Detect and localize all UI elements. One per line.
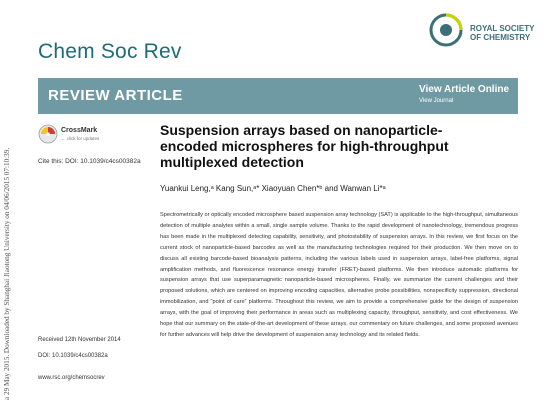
crossmark-title: CrossMark [61,127,98,134]
received-date: Received 12th November 2014 [38,337,121,343]
article-type-banner [38,78,518,114]
article-title: Suspension arrays based on nanoparticle-encoded microspheres for high-throughput multiplexed detection [160,122,449,170]
rsc-logo [426,10,546,60]
view-article-online-link[interactable]: View Article Online [419,84,510,95]
doi-line: DOI: 10.1039/c4cs00382a [38,353,108,359]
article-type-label: REVIEW ARTICLE [48,87,183,104]
journal-url-link[interactable]: www.rsc.org/chemsocrev [38,375,105,381]
cite-line: Cite this: DOI: 10.1039/c4cs00382a [38,158,141,165]
crossmark-subtitle: ← click for updates [61,136,100,141]
journal-title: Chem Soc Rev [38,40,182,63]
abstract-text: Spectrometrically or optically encoded microsphere based suspension array technology (SAT) is applicable to the high-throughput, simultaneous detection of multiple analytes within a small, single sample volume. Thanks to the rapid development of nanotechnology, tremendous progress has been made in the multiplexed detecting capability, sensitivity, and photostability of suspension arrays. In this review, we first focus on the current stock of nanoparticle-based barcodes as well as the manufacturing technologies required for their production. We then move on to discuss all existing barcode-based bioanalysis patterns, including the various labels used in suspension arrays, label-free platforms, signal amplification methods, and fluorescence resonance energy transfer (FRET)-based platforms. We then introduce automatic platforms for suspension arrays that use superparamagnetic nanoparticle-based microspheres. Finally, we summarize the current challenges and their proposed solutions, which are centered on improving encoding capacities, alternative probe possibilities, nonspecificity suppression, directional immobilization, and “point of care” platforms. Throughout this review, we aim to provide a comprehensive guide for the design of suspension arrays, with the goal of improving their performance in areas such as multiplexing capacity, throughput, sensitivity, and cost effectiveness. We hope that our summary on the state-of-the-art development of these arrays, our commentary on future challenges, and some proposed avenues for further advances will help drive the development of suspension array technology and its related fields. [160,212,518,338]
download-watermark: a 29 May 2015. Downloaded by Shanghai Jiaotong University on 04/06/2015 07:10:39. [3,147,11,400]
rsc-wordmark [470,24,534,42]
author-list: Yuankui Leng,ᵃ Kang Sun,ᵃ* Xiaoyuan Chen*ᵇ and Wanwan Li*ᵃ [160,184,386,193]
rsc-emblem-icon [426,10,466,50]
rsc-wordmark-line1: ROYAL SOCIETY [470,24,535,33]
crossmark-icon [38,124,58,144]
view-journal-link[interactable]: View Journal [419,98,454,104]
rsc-wordmark-line2: OF CHEMISTRY [470,33,531,42]
crossmark-badge[interactable] [38,124,128,146]
